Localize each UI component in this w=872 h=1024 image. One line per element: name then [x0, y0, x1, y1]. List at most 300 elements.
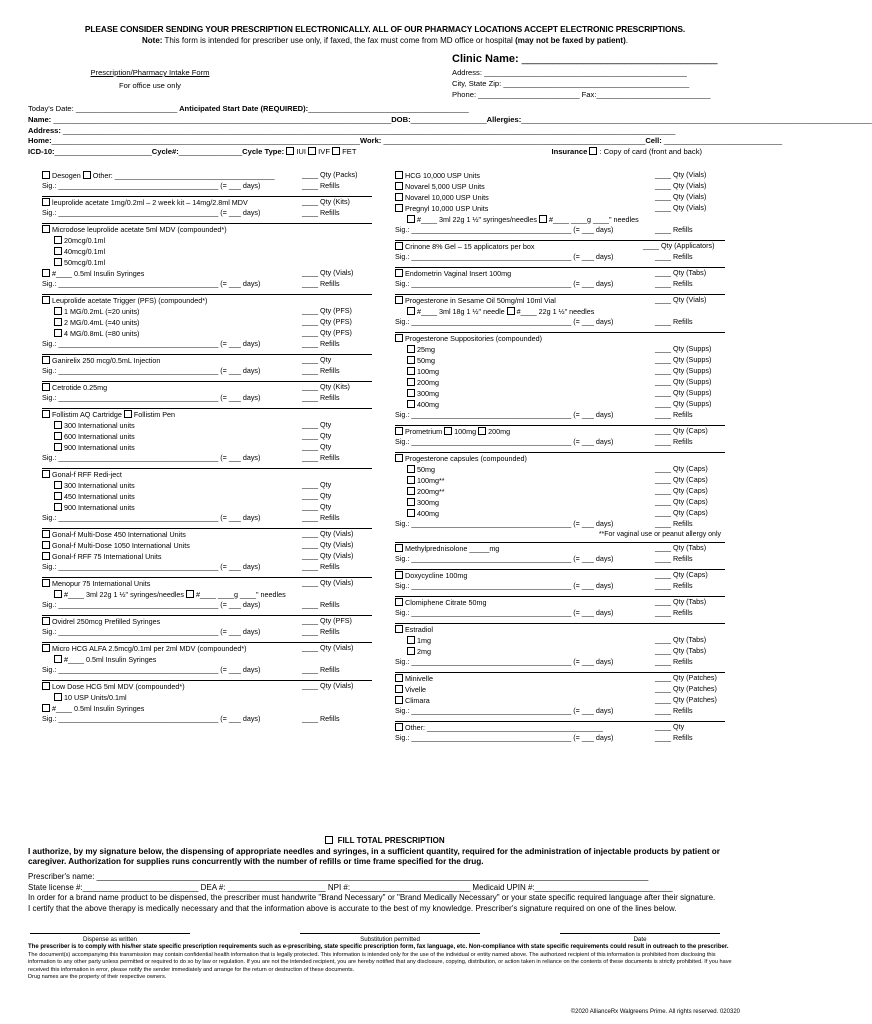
refills-field[interactable]: ____ Refills [302, 279, 340, 288]
refills-field[interactable]: ____ Refills [655, 225, 693, 234]
qty-field[interactable]: ____ Qty (Caps) [655, 508, 708, 517]
fet-checkbox[interactable] [332, 147, 340, 155]
option-checkbox[interactable] [54, 307, 62, 315]
clinic-name-label: Clinic Name: [452, 53, 519, 65]
capsules-block [395, 453, 725, 543]
qty-field[interactable]: ____ Qty (Kits) [302, 382, 350, 391]
sig-field[interactable]: Sig.: ________________________________________ (= ___ days) [42, 208, 261, 217]
option-checkbox[interactable] [54, 318, 62, 326]
qty-field[interactable]: ____ Qty [655, 722, 685, 732]
qty-field[interactable]: ____ Qty (PFS) [302, 317, 352, 326]
option-row [42, 247, 372, 258]
qty-field[interactable]: ____ Qty (Caps) [655, 570, 708, 580]
qty-field[interactable]: ____ Qty (Packs) [302, 170, 358, 179]
sig-field[interactable]: Sig.: ________________________________________ (= ___ days) [395, 317, 614, 326]
brand-instructions: In order for a brand name product to be dispensed, the prescriber must handwrite "Brand Necessary" or "Brand Medically Necessary" or your state specific required language after their signature. [28, 893, 716, 903]
gonalf-block [42, 469, 372, 529]
sig-row [395, 707, 725, 718]
sig-field[interactable]: Sig.: ________________________________________ (= ___ days) [395, 608, 614, 618]
sig-row [395, 520, 725, 531]
sig-row [395, 226, 725, 237]
qty-field[interactable]: ____ Qty [302, 491, 332, 500]
option-checkbox[interactable] [407, 498, 415, 506]
sig-row [395, 555, 725, 566]
option-checkbox[interactable] [407, 647, 415, 655]
qty-field[interactable]: ____ Qty (Caps) [655, 475, 708, 484]
sig-field[interactable]: Sig.: ________________________________________ (= ___ days) [395, 225, 614, 234]
option-label: 40mcg/0.1ml [64, 247, 106, 256]
estradiol-checkbox[interactable] [395, 625, 403, 633]
option-checkbox[interactable] [54, 258, 62, 266]
note-label: Note: [142, 36, 163, 45]
ovidrel-block [42, 616, 372, 643]
refills-field[interactable]: ____ Refills [655, 279, 693, 288]
estradiol-block [395, 624, 725, 673]
refills-field[interactable]: ____ Refills [655, 410, 693, 419]
refills-field[interactable]: ____ Refills [302, 393, 340, 402]
option-checkbox[interactable] [407, 367, 415, 375]
sig-field[interactable]: Sig.: ________________________________________ (= ___ days) [395, 706, 614, 716]
capsules-label: Progesterone capsules (compounded) [405, 454, 527, 463]
cycle-line[interactable]: _______________ [178, 147, 243, 157]
qty-field[interactable]: ____ Qty (Supps) [655, 399, 712, 408]
clinic-city-field[interactable]: City, State Zip: ____________________________________________ [452, 79, 690, 89]
methylprednisolone-block [395, 543, 725, 570]
crinone-block [395, 241, 725, 268]
leuprolide-block [42, 197, 372, 224]
refills-field[interactable]: ____ Refills [302, 665, 340, 674]
option-checkbox[interactable] [54, 693, 62, 701]
qty-field[interactable]: ____ Qty (Vials) [655, 181, 707, 190]
low-hcg-row [42, 682, 372, 693]
iui-checkbox[interactable] [286, 147, 294, 155]
qty-field[interactable]: ____ Qty (Tabs) [655, 635, 707, 645]
sig-field[interactable]: Sig.: ________________________________________ (= ___ days) [42, 393, 261, 402]
sig-row [42, 280, 372, 291]
dob-label: DOB: [391, 114, 411, 124]
option-checkbox[interactable] [444, 427, 452, 435]
option-label: 1 MG/0.2mL (=20 units) [64, 307, 140, 316]
sig-line-substitution[interactable]: Substitution permitted [300, 933, 480, 943]
sig-field[interactable]: Sig.: ________________________________________ (= ___ days) [42, 181, 261, 190]
work-line[interactable]: ______________________________________________________________ [381, 136, 646, 146]
follistim-pen-label: Follistim Pen [133, 410, 176, 419]
refills-field[interactable]: ____ Refills [302, 366, 340, 375]
option-label: 100mg [417, 367, 439, 376]
option-label: 100mg** [417, 476, 445, 485]
option-checkbox[interactable] [42, 552, 50, 560]
ovidrel-checkbox[interactable] [42, 617, 50, 625]
option-label: 2 MG/0.4mL (=40 units) [64, 318, 140, 327]
low-hcg-checkbox[interactable] [42, 682, 50, 690]
needle-label: #____ 22g 1 ½" needles [516, 307, 595, 316]
qty-field[interactable]: ____ Qty (PFS) [302, 328, 352, 337]
micro-hcg-block [42, 643, 372, 681]
refills-field[interactable]: ____ Refills [655, 317, 693, 326]
option-checkbox[interactable] [54, 329, 62, 337]
refills-field[interactable]: ____ Refills [302, 208, 340, 217]
syringe-label: #____ 0.5ml Insulin Syringes [52, 704, 145, 713]
prometrium-checkbox[interactable] [395, 427, 403, 435]
option-checkbox[interactable] [395, 171, 403, 179]
refills-field[interactable]: ____ Refills [655, 608, 693, 618]
option-label: Pregnyl 10,000 USP Units [405, 204, 489, 213]
doxy-checkbox[interactable] [395, 571, 403, 579]
clinic-phone[interactable]: Phone: ________________________ [452, 90, 580, 100]
follistim-pen-checkbox[interactable] [124, 410, 132, 418]
address-row [28, 126, 728, 137]
sig-field[interactable]: Sig.: ________________________________________ (= ___ days) [395, 733, 614, 743]
estradiol-label: Estradiol [405, 625, 433, 635]
refills-field[interactable]: ____ Refills [302, 714, 340, 723]
option-checkbox[interactable] [54, 421, 62, 429]
qty-field[interactable]: ____ Qty (Caps) [655, 464, 708, 473]
option-checkbox[interactable] [407, 389, 415, 397]
refills-field[interactable]: ____ Refills [302, 562, 340, 571]
cetrotide-label: Cetrotide 0.25mg [52, 383, 108, 392]
sig-row [42, 715, 372, 726]
refills-field[interactable]: ____ Refills [655, 554, 693, 564]
sig-field[interactable]: Sig.: ________________________________________ (= ___ days) [395, 581, 614, 591]
option-label: 2mg [417, 647, 431, 657]
option-label: Novarel 5,000 USP Units [405, 182, 485, 191]
name-line[interactable]: ________________________________________________________________________________ [51, 114, 392, 124]
option-checkbox[interactable] [54, 481, 62, 489]
microdose-checkbox[interactable] [42, 225, 50, 233]
sig-row [42, 454, 372, 465]
option-checkbox[interactable] [407, 487, 415, 495]
ganirelix-checkbox[interactable] [42, 356, 50, 364]
option-label: 50mg [417, 356, 435, 365]
option-checkbox[interactable] [407, 476, 415, 484]
other-label: Other: ________________________________________ [92, 171, 275, 180]
capsules-checkbox[interactable] [395, 454, 403, 462]
option-checkbox[interactable] [54, 247, 62, 255]
suppositories-block [395, 333, 725, 426]
option-checkbox[interactable] [395, 685, 403, 693]
desogen-checkbox[interactable] [42, 171, 50, 179]
qty-field[interactable]: ____ Qty (Supps) [655, 355, 712, 364]
fill-total-checkbox[interactable] [325, 836, 333, 844]
option-label: 4 MG/0.8mL (=80 units) [64, 329, 140, 338]
option-checkbox[interactable] [407, 400, 415, 408]
doxycycline-block [395, 570, 725, 597]
qty-field[interactable]: ____ Qty (Patches) [655, 673, 717, 683]
option-label: 200mg** [417, 487, 445, 496]
other-checkbox[interactable] [83, 171, 91, 179]
trigger-checkbox[interactable] [42, 296, 50, 304]
sig-row [42, 367, 372, 378]
option-label: 300 International units [64, 421, 135, 430]
clinic-name-field[interactable] [452, 53, 727, 66]
pio-block [395, 295, 725, 333]
qty-field[interactable]: ____ Qty (Applicators) [643, 241, 715, 250]
follistim-block [42, 409, 372, 469]
sig-field[interactable]: Sig.: ________________________________________ (= ___ days) [42, 665, 261, 674]
sig-field[interactable]: Sig.: ________________________________________ (= ___ days) [395, 437, 614, 446]
qty-field[interactable]: ____ Qty (Supps) [655, 344, 712, 353]
option-checkbox[interactable] [407, 636, 415, 644]
option-checkbox[interactable] [395, 204, 403, 212]
gonalf-checkbox[interactable] [42, 470, 50, 478]
qty-field[interactable]: ____ Qty (Vials) [655, 170, 707, 179]
qty-field[interactable]: ____ Qty (Vials) [302, 578, 354, 587]
option-checkbox[interactable] [42, 541, 50, 549]
option-checkbox[interactable] [54, 503, 62, 511]
sig-row [395, 658, 725, 669]
sig-field[interactable]: Sig.: ________________________________________ (= ___ days) [42, 600, 261, 609]
option-checkbox[interactable] [395, 674, 403, 682]
qty-field[interactable]: ____ Qty (Vials) [302, 540, 354, 549]
qty-field[interactable]: ____ Qty (Patches) [655, 684, 717, 694]
qty-field[interactable]: ____ Qty (Vials) [302, 529, 354, 538]
option-checkbox[interactable] [407, 378, 415, 386]
prometrium-label: Prometrium [405, 427, 443, 436]
address-label: Address: [28, 125, 61, 135]
option-checkbox[interactable] [407, 509, 415, 517]
microdose-block [42, 224, 372, 295]
refills-field[interactable]: ____ Refills [302, 453, 340, 462]
syringe-checkbox[interactable] [54, 590, 62, 598]
needle-checkbox[interactable] [186, 590, 194, 598]
prescriber-name-field[interactable]: Prescriber's name: ____________________________________________________________________________________________________________________________ [28, 872, 649, 881]
sig-field[interactable]: Sig.: ________________________________________ (= ___ days) [42, 513, 261, 522]
qty-field[interactable]: ____ Qty [302, 420, 332, 429]
sig-row [42, 628, 372, 639]
syringe-label: #____ 0.5ml Insulin Syringes [52, 269, 145, 278]
sig-field[interactable]: Sig.: ________________________________________ (= ___ days) [42, 366, 261, 375]
cetrotide-checkbox[interactable] [42, 383, 50, 391]
option-checkbox[interactable] [478, 427, 486, 435]
crinone-label: Crinone 8% Gel – 15 applicators per box [405, 242, 535, 251]
cell-label: Cell: [645, 136, 662, 146]
option-label: Gonal-f Multi-Dose 1050 International Units [52, 541, 190, 550]
option-label: Novarel 10,000 USP Units [405, 193, 489, 202]
sig-field[interactable]: Sig.: ________________________________________ (= ___ days) [42, 562, 261, 571]
sig-row [395, 280, 725, 291]
follistim-checkbox[interactable] [42, 410, 50, 418]
sig-field[interactable]: Sig.: ________________________________________ (= ___ days) [42, 339, 261, 348]
ivf-checkbox[interactable] [308, 147, 316, 155]
crinone-checkbox[interactable] [395, 242, 403, 250]
start-date-line[interactable]: ______________________________________ [308, 104, 469, 113]
qty-field[interactable]: ____ Qty (Vials) [655, 203, 707, 212]
qty-field[interactable]: ____ Qty (Supps) [655, 366, 712, 375]
qty-field[interactable]: ____ Qty (PFS) [302, 616, 352, 625]
hcg-block [395, 170, 725, 241]
qty-field[interactable]: ____ Qty (Caps) [655, 497, 708, 506]
refills-field[interactable]: ____ Refills [655, 706, 693, 716]
right-medication-column [395, 170, 725, 748]
qty-field[interactable]: ____ Qty (Vials) [302, 551, 354, 560]
doxy-label: Doxycycline 100mg [405, 571, 468, 581]
syringe-checkbox[interactable] [42, 704, 50, 712]
refills-field[interactable]: ____ Refills [655, 519, 693, 528]
suppositories-checkbox[interactable] [395, 334, 403, 342]
option-checkbox[interactable] [54, 432, 62, 440]
patient-info [28, 104, 872, 158]
sig-field[interactable]: Sig.: ________________________________________ (= ___ days) [395, 657, 614, 667]
leuprolide-checkbox[interactable] [42, 198, 50, 206]
trigger-block [42, 295, 372, 355]
suppositories-label: Progesterone Suppositories (compounded) [405, 334, 543, 343]
clinic-address-field[interactable]: Address: ________________________________________________ [452, 68, 687, 78]
start-date-label: Anticipated Start Date (REQUIRED): [179, 104, 309, 113]
menopur-block [42, 578, 372, 616]
option-label: 400mg [417, 509, 439, 518]
refills-field[interactable]: ____ Refills [302, 600, 340, 609]
icd-line[interactable]: _______________________ [54, 147, 152, 157]
syringe-checkbox[interactable] [407, 215, 415, 223]
sig-field[interactable]: Sig.: ________________________________________ (= ___ days) [42, 279, 261, 288]
qty-field[interactable]: ____ Qty (Supps) [655, 388, 712, 397]
gonalf-multi-block [42, 529, 372, 578]
syringe-checkbox[interactable] [54, 655, 62, 663]
dob-line[interactable]: __________________ [410, 114, 487, 124]
desogen-label: Desogen [52, 171, 81, 180]
qty-field[interactable]: ____ Qty (PFS) [302, 306, 352, 315]
trigger-label: Leuprolide acetate Trigger (PFS) (compounded*) [52, 296, 208, 305]
fill-total-label: FILL TOTAL PRESCRIPTION [337, 836, 445, 845]
sig-line-date[interactable]: Date [560, 933, 720, 943]
sig-row [395, 253, 725, 264]
cell-line[interactable]: ____________________________ [661, 136, 783, 146]
name-row [28, 114, 872, 126]
qty-field[interactable]: ____ Qty (Tabs) [655, 543, 707, 553]
refills-field[interactable]: ____ Refills [655, 437, 693, 446]
qty-field[interactable]: ____ Qty (Vials) [302, 268, 354, 277]
methyl-checkbox[interactable] [395, 544, 403, 552]
option-checkbox[interactable] [407, 356, 415, 364]
left-medication-column [42, 170, 372, 729]
option-label: HCG 10,000 USP Units [405, 171, 480, 180]
qty-field[interactable]: ____ Qty (Vials) [655, 295, 707, 304]
qty-field[interactable]: ____ Qty [302, 480, 332, 489]
sig-field[interactable]: Sig.: ________________________________________ (= ___ days) [395, 252, 614, 261]
sig-line-dispense[interactable]: Dispense as written [30, 933, 190, 943]
license-fields[interactable]: State license #:__________________________ DEA #: ______________________ NPI #:___________________________ Medicaid UPIN #:_______________________________ [28, 882, 673, 892]
fet-label: FET [342, 147, 357, 157]
needle-checkbox[interactable] [539, 215, 547, 223]
address-line[interactable]: _________________________________________________________________________________________________________________________________________________ [60, 125, 676, 135]
ivf-label: IVF [318, 147, 330, 157]
endometrin-block [395, 268, 725, 295]
electronic-rx-notice: PLEASE CONSIDER SENDING YOUR PRESCRIPTION ELECTRONICALLY. ALL OF OUR PHARMACY LOCATIONS ACCEPT ELECTRONIC PRESCRIPTIONS. [84, 24, 686, 34]
micro-hcg-checkbox[interactable] [42, 644, 50, 652]
clinic-phone-fax[interactable] [452, 90, 727, 99]
option-label: 10 USP Units/0.1ml [64, 693, 127, 702]
option-checkbox[interactable] [54, 236, 62, 244]
drug-names-note: Drug names are the property of their respective owners. [28, 974, 167, 981]
allergies-line[interactable]: ___________________________________________________________________________________ [521, 114, 872, 124]
syringe-checkbox[interactable] [407, 307, 415, 315]
sig-field[interactable]: Sig.: ________________________________________ (= ___ days) [395, 519, 614, 528]
needle-checkbox[interactable] [507, 307, 515, 315]
sig-row [42, 340, 372, 351]
legal-footer [28, 943, 743, 982]
refills-field[interactable]: ____ Refills [302, 513, 340, 522]
option-label: 900 International units [64, 443, 135, 452]
patches-block [395, 673, 725, 722]
refills-field[interactable]: ____ Refills [655, 581, 693, 591]
sig-field[interactable]: Sig.: ________________________________________ (= ___ days) [42, 714, 261, 723]
needle-label: #____ ____g ____" needles [196, 590, 286, 599]
refills-field[interactable]: ____ Refills [655, 252, 693, 261]
endometrin-checkbox[interactable] [395, 269, 403, 277]
option-checkbox[interactable] [407, 465, 415, 473]
refills-field[interactable]: ____ Refills [302, 181, 340, 190]
other-block [395, 722, 725, 748]
qty-field[interactable]: ____ Qty (Tabs) [655, 268, 707, 277]
qty-field[interactable]: ____ Qty (Caps) [655, 486, 708, 495]
fill-total-option [0, 836, 770, 846]
menopur-checkbox[interactable] [42, 579, 50, 587]
work-label: Work: [359, 136, 382, 146]
qty-field[interactable]: ____ Qty (Kits) [302, 197, 350, 206]
qty-field[interactable]: ____ Qty (Vials) [655, 192, 707, 201]
clinic-info [452, 53, 727, 100]
sig-field[interactable]: Sig.: ________________________________________ (= ___ days) [395, 279, 614, 288]
sig-field[interactable]: Sig.: ________________________________________ (= ___ days) [395, 554, 614, 564]
sig-field[interactable]: Sig.: ________________________________________ (= ___ days) [42, 453, 261, 462]
qty-field[interactable]: ____ Qty (Patches) [655, 695, 717, 705]
clomiphene-checkbox[interactable] [395, 598, 403, 606]
qty-field[interactable]: ____ Qty [302, 502, 332, 511]
pio-checkbox[interactable] [395, 296, 403, 304]
sig-field[interactable]: Sig.: ________________________________________ (= ___ days) [395, 410, 614, 419]
syringe-label: #____ 0.5ml Insulin Syringes [64, 655, 157, 664]
home-line[interactable]: _________________________________________________________________________ [51, 136, 360, 146]
insurance-checkbox[interactable] [589, 147, 597, 155]
option-checkbox[interactable] [395, 193, 403, 201]
option-checkbox[interactable] [395, 182, 403, 190]
ganirelix-block [42, 355, 372, 382]
prescriber-section [28, 872, 740, 914]
option-checkbox[interactable] [54, 492, 62, 500]
qty-field[interactable]: ____ Qty (Tabs) [655, 597, 707, 607]
syringe-label: #____ 3ml 22g 1 ½" syringes/needles [64, 590, 185, 599]
qty-field[interactable]: ____ Qty (Caps) [655, 426, 708, 435]
todays-date-field[interactable]: Today's Date: ________________________ [28, 104, 178, 113]
refills-field[interactable]: ____ Refills [655, 733, 693, 743]
sig-row [42, 209, 372, 220]
qty-field[interactable]: ____ Qty [302, 442, 332, 451]
authorization-text: I authorize, by my signature below, the dispensing of appropriate needles and syringes, in a sufficient quantity, required for the administration of injectable products by patient or caregiver. Authorization for supplies runs concurrently with the number of refills or time frame specified for the drug. [28, 847, 720, 867]
sig-row [395, 582, 725, 593]
refills-field[interactable]: ____ Refills [302, 627, 340, 636]
option-checkbox[interactable] [54, 443, 62, 451]
syringe-checkbox[interactable] [42, 269, 50, 277]
qty-field[interactable]: ____ Qty (Supps) [655, 377, 712, 386]
clinic-fax[interactable]: Fax:___________________________ [581, 90, 711, 100]
refills-field[interactable]: ____ Refills [655, 657, 693, 667]
qty-field[interactable]: ____ Qty [302, 355, 332, 364]
qty-field[interactable]: ____ Qty [302, 431, 332, 440]
qty-field[interactable]: ____ Qty (Vials) [302, 681, 354, 690]
option-checkbox[interactable] [42, 530, 50, 538]
option-checkbox[interactable] [395, 696, 403, 704]
option-label: 200mg [417, 378, 439, 387]
refills-field[interactable]: ____ Refills [302, 339, 340, 348]
qty-field[interactable]: ____ Qty (Vials) [302, 643, 354, 652]
intake-heading [30, 68, 270, 90]
sig-field[interactable]: Sig.: ________________________________________ (= ___ days) [42, 627, 261, 636]
qty-field[interactable]: ____ Qty (Tabs) [655, 646, 707, 656]
microdose-label: Microdose leuprolide acetate 5ml MDV (compounded*) [52, 225, 227, 234]
other-checkbox[interactable] [395, 723, 403, 731]
sig-row [395, 734, 725, 745]
option-checkbox[interactable] [407, 345, 415, 353]
